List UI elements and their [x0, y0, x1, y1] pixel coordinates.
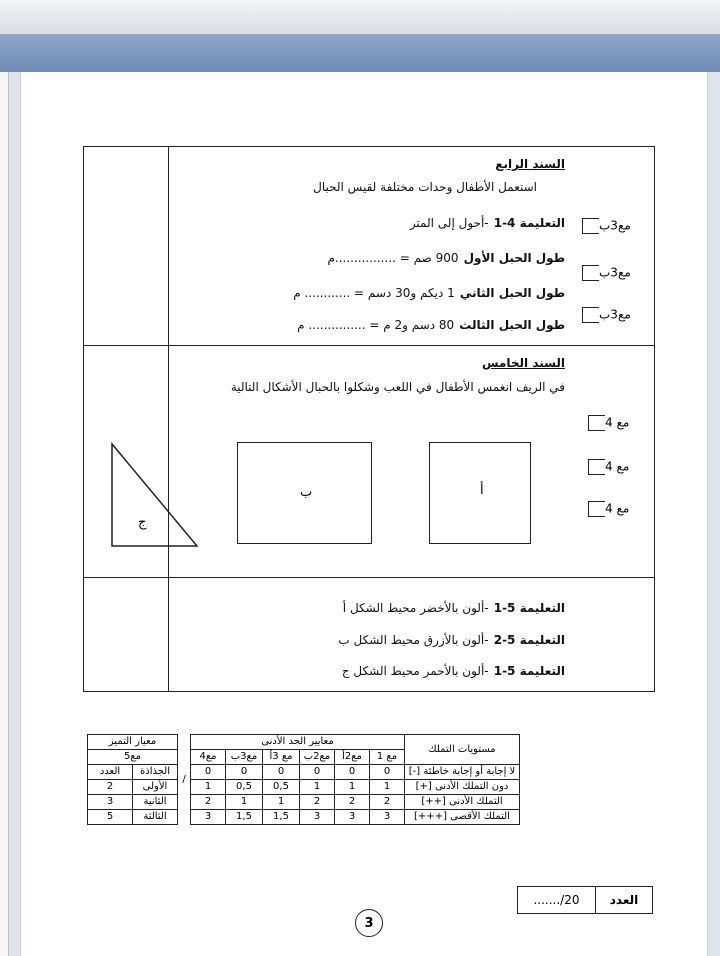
criterion-4-3: مع3ب [580, 307, 631, 323]
rope3-label: طول الحبل الثالث [459, 318, 565, 332]
score-value: 20/....... [533, 893, 580, 907]
window-top-bar [0, 0, 720, 34]
min-criteria-header: معايير الحد الأدنى [191, 735, 405, 750]
rope2-text: 1 ديكم و30 دسم = ............ م [293, 286, 455, 300]
document-toolbar-band [0, 34, 720, 72]
section5-intro: في الريف انغمس الأطفال في اللعب وشكلوا بالحبال الأشكال التالية [230, 380, 565, 394]
left-margin-strip [0, 72, 9, 956]
score-label: العدد [595, 887, 652, 913]
criterion-5-2: مع 4 [586, 459, 629, 475]
section4-instruction-text: -أحول إلى المتر [409, 216, 489, 230]
rope3-text: 80 دسم و2 م = ............... م [297, 318, 455, 332]
shape-b-rectangle [237, 442, 372, 544]
checkbox[interactable] [588, 415, 605, 431]
score-box [517, 886, 653, 914]
rope3-row [297, 314, 565, 333]
section-divider-2 [84, 577, 654, 578]
section5-title: السند الخامس [481, 356, 565, 370]
criterion-4-1: مع3ب [580, 218, 631, 234]
section4-title: السند الرابع [495, 157, 565, 171]
excellence-header: معيار التميز [88, 735, 178, 750]
checkbox[interactable] [582, 307, 599, 323]
grading-table: مستويات التملك معايير الحد الأدنى / معيار التميز مع 1 مع2أ مع2ب مع 3أ مع3ب مع4 مع5 لا إجابة أو إجابة خاطئة [-] 0 0 0 0 0 0 الجذاذة العدد دون التملك الأدنى [+] 1 1 1 0,5 0,5 1 الأولى 2 التملك الأدنى [++] 2 2 2 1 1 2 الثانية 3 التملك الأقصى [+++] 3 3 3 1,5 1,5 3 الثالثة 5 [87, 734, 520, 825]
checkbox[interactable] [588, 459, 605, 475]
rope2-row [293, 282, 565, 301]
page-number: 3 [355, 909, 383, 937]
section4-instruction [410, 212, 565, 231]
instruction5-2: التعليمة 5-2 -ألون بالأزرق محيط الشكل ب [338, 633, 565, 647]
section-divider-1 [84, 345, 654, 346]
section4-instruction-label: التعليمة 4-1 [493, 216, 565, 230]
criterion-5-1: مع 4 [586, 415, 629, 431]
instruction5-3: التعليمة 5-1 -ألون بالأحمر محيط الشكل ج [341, 664, 565, 678]
criterion-4-2: مع3ب [580, 265, 631, 281]
shape-c-label: ج [138, 515, 147, 530]
rope2-label: طول الحبل الثاني [459, 286, 565, 300]
criterion-5-3: مع 4 [586, 501, 629, 517]
criteria-column-divider [168, 147, 169, 691]
shape-b-label: ب [300, 485, 313, 500]
shape-a-label: أ [480, 483, 484, 498]
shape-c-triangle [108, 440, 202, 550]
rope1-text: 900 صم = ................م [327, 251, 459, 265]
levels-header: مستويات التملك [405, 735, 520, 765]
checkbox[interactable] [582, 265, 599, 281]
checkbox[interactable] [588, 501, 605, 517]
instruction5-1: التعليمة 5-1 -ألون بالأخضر محيط الشكل أ [342, 601, 565, 615]
checkbox[interactable] [582, 218, 599, 234]
section4-intro: استعمل الأطفال وحدات مختلفة لقيس الحبال [313, 180, 537, 194]
rope1-row [327, 247, 565, 266]
shape-a-square [429, 442, 531, 544]
rope1-label: طول الحبل الأول [463, 251, 565, 265]
